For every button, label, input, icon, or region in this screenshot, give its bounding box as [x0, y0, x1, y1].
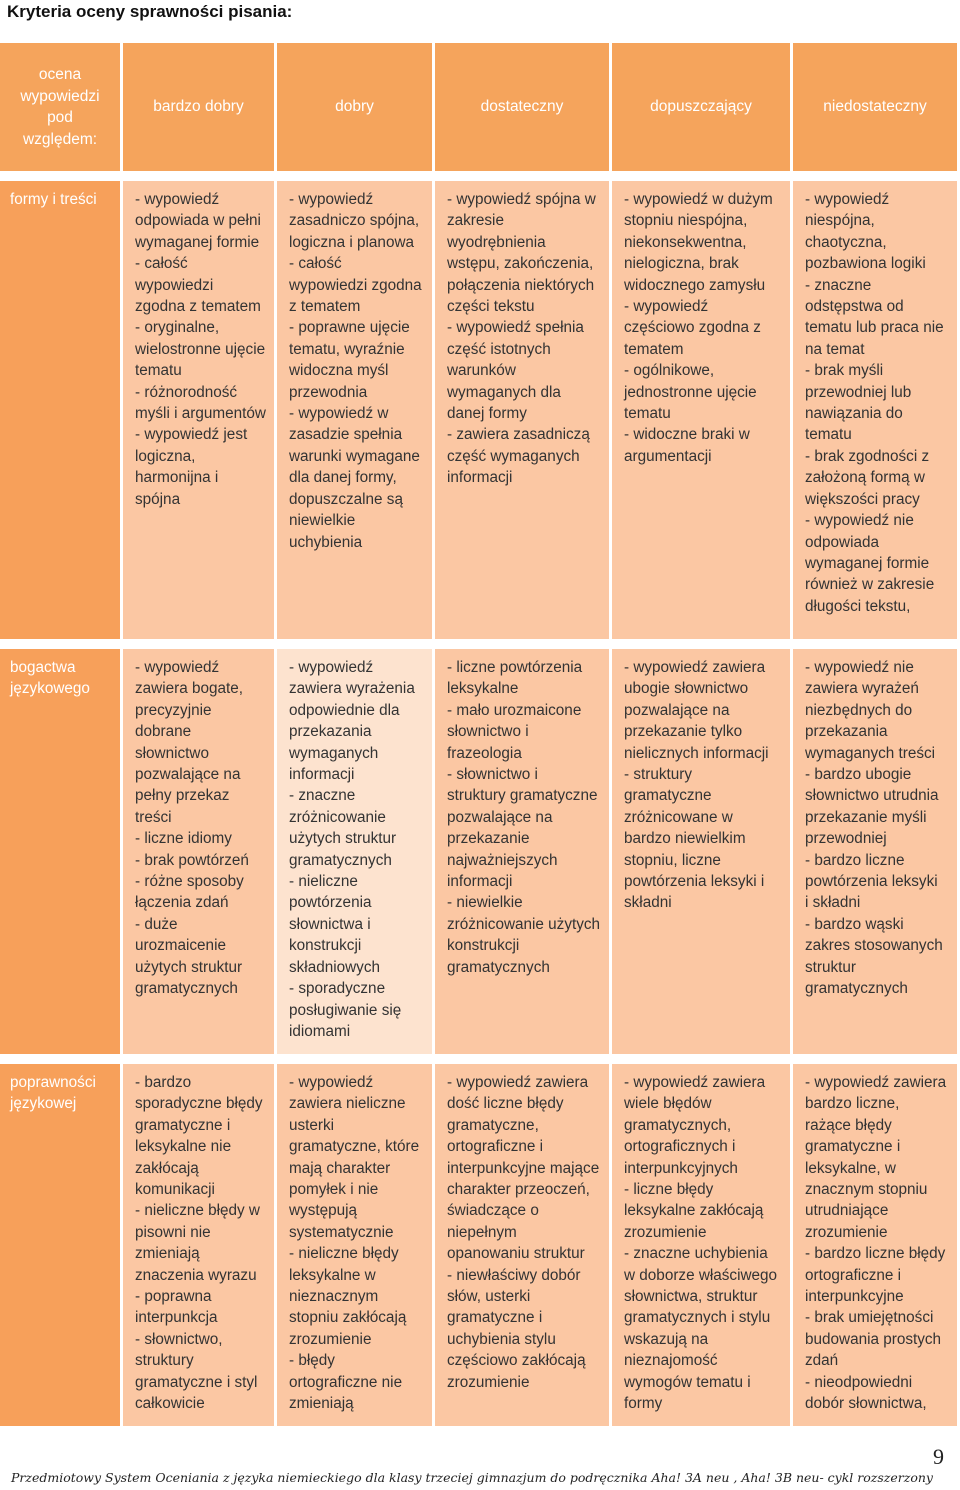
- cell-line: gramatyczne: [624, 787, 712, 805]
- cell-line: niezbędnych do: [805, 701, 913, 719]
- cell-line: pełny przekaz: [135, 787, 230, 805]
- cell-line: nielicznych informacji: [624, 744, 769, 762]
- cell-line: jednostronne ujęcie: [624, 383, 757, 401]
- cell-line: uchybienia stylu: [447, 1330, 556, 1348]
- cell-line: słownictwo i: [447, 723, 529, 741]
- cell-line: konstrukcji: [447, 937, 520, 955]
- cell-line: - wypowiedź spójna w: [447, 191, 596, 208]
- cell-line: w doborze właściwego: [624, 1266, 778, 1284]
- cell-line: gramatyczne i: [135, 1116, 231, 1134]
- cell-line: przewodnia: [289, 383, 368, 401]
- cell-line: chaotyczna,: [805, 233, 887, 251]
- cell-line: konstrukcji: [289, 937, 362, 955]
- cell-line: - wypowiedź zawiera: [624, 659, 766, 676]
- table-cell: [123, 181, 277, 639]
- cell-line: całkowicie: [135, 1395, 205, 1413]
- page-title: Kryteria oceny sprawności pisania:: [7, 2, 293, 21]
- table-row: [0, 1064, 960, 1426]
- cell-line: wskazują na: [624, 1330, 709, 1348]
- cell-line: gramatyczne i: [805, 1138, 901, 1156]
- cell-line: wypowiedzi: [135, 276, 214, 294]
- cell-line: - różne sposoby: [135, 873, 244, 891]
- cell-line: - wypowiedź w dużym: [624, 191, 773, 208]
- cell-line: tematu: [135, 362, 182, 380]
- page-number: 9: [933, 1444, 944, 1469]
- cell-line: przekazanie: [447, 830, 530, 848]
- cell-line: ubogie słownictwo: [624, 680, 749, 698]
- criterion-cell: [0, 1064, 123, 1426]
- cell-line: struktury gramatyczne: [447, 787, 598, 805]
- cell-line: językowego: [10, 680, 90, 698]
- cell-line: komunikacji: [135, 1181, 215, 1199]
- cell-line: warunków: [447, 362, 516, 380]
- table-cell: [277, 181, 435, 639]
- cell-line: łączenia zdań: [135, 894, 229, 912]
- table-header-row: [0, 43, 960, 171]
- cell-line: zróżnicowanie użytych: [447, 915, 601, 933]
- cell-line: zawiera bogate,: [135, 680, 243, 698]
- cell-line: tematu, wyraźnie: [289, 340, 405, 358]
- cell-line: bardzo niewielkim: [624, 830, 746, 848]
- cell-line: - niewłaściwy dobór: [447, 1266, 581, 1284]
- cell-line: zakresie: [447, 212, 504, 230]
- cell-line: - wypowiedź zawiera: [805, 1074, 947, 1091]
- cell-line: - całość: [289, 255, 342, 273]
- cell-line: usterki: [289, 1116, 335, 1134]
- cell-line: użytych struktur: [289, 830, 397, 848]
- table-cell: [612, 649, 793, 1054]
- cell-line: powtórzenia leksyki i: [624, 873, 765, 891]
- cell-line: interpunkcyjnych: [624, 1159, 738, 1177]
- cell-line: precyzyjnie: [135, 701, 212, 719]
- cell-line: przekazanie myśli: [805, 808, 927, 826]
- cell-line: - wypowiedź: [805, 191, 890, 208]
- cell-line: - niewielkie: [447, 894, 523, 912]
- cell-line: widocznego zamysłu: [624, 276, 766, 294]
- cell-line: słownictwo: [135, 744, 209, 762]
- cell-line: harmonijna i: [135, 469, 219, 487]
- cell-line: stopniu niespójna,: [624, 212, 748, 230]
- cell-line: niewielkie: [289, 512, 356, 530]
- cell-line: - brak zgodności z: [805, 447, 930, 465]
- table-cell: [435, 1064, 612, 1426]
- cell-line: ortograficzne i: [447, 1138, 544, 1156]
- cell-line: informacji: [447, 469, 513, 487]
- cell-line: powtórzenia leksyki: [805, 873, 938, 891]
- cell-line: idiomami: [289, 1022, 351, 1040]
- cell-line: stopniu, liczne: [624, 851, 721, 869]
- cell-line: pozwalające na: [135, 766, 241, 784]
- cell-line: pomyłek i nie: [289, 1181, 379, 1199]
- cell-line: - brak myśli: [805, 362, 884, 380]
- cell-line: spójna: [135, 490, 181, 508]
- cell-line: - znaczne uchybienia: [624, 1245, 768, 1263]
- cell-line: - różnorodność: [135, 383, 238, 401]
- cell-line: - mało urozmaicone: [447, 701, 582, 719]
- cell-line: gramatycznych: [805, 980, 908, 998]
- cell-line: formy i treści: [10, 191, 97, 208]
- cell-line: wymaganych: [289, 744, 379, 762]
- cell-line: zasadniczo spójna,: [289, 212, 420, 230]
- cell-line: - duże: [135, 915, 178, 933]
- cell-line: językowej: [10, 1095, 77, 1113]
- cell-line: zróżnicowanie: [289, 808, 386, 826]
- cell-line: zawiera wyrażenia: [289, 680, 415, 698]
- cell-line: bogactwa: [10, 659, 76, 676]
- cell-line: - znaczne: [805, 276, 872, 294]
- cell-line: - wypowiedź zawiera: [447, 1074, 589, 1091]
- cell-line: - oryginalne,: [135, 319, 220, 337]
- cell-line: powtórzenia: [289, 894, 372, 912]
- cell-line: - wypowiedź: [289, 191, 374, 208]
- cell-line: treści: [135, 808, 172, 826]
- table-cell: [612, 181, 793, 639]
- cell-line: posługiwanie się: [289, 1001, 402, 1019]
- cell-line: - nieliczne błędy w: [135, 1202, 260, 1220]
- cell-line: - słownictwo i: [447, 766, 538, 784]
- cell-line: wymaganych treści: [805, 744, 936, 762]
- cell-line: zróżnicowane w: [624, 808, 733, 826]
- cell-line: występują: [289, 1202, 358, 1220]
- table-cell: [277, 649, 435, 1054]
- cell-line: - błędy: [289, 1352, 335, 1370]
- cell-line: - wypowiedź nie: [805, 659, 914, 676]
- cell-line: - wypowiedź: [624, 298, 709, 316]
- cell-line: - wypowiedź w: [289, 405, 389, 423]
- cell-line: argumentacji: [624, 447, 712, 465]
- cell-line: odpowiednie dla: [289, 701, 400, 719]
- cell-line: bardzo liczne,: [805, 1095, 900, 1113]
- cell-line: przewodniej lub: [805, 383, 912, 401]
- cell-line: budowania prostych: [805, 1330, 942, 1348]
- cell-line: dla danej formy,: [289, 469, 397, 487]
- cell-line: gramatyczne i styl: [135, 1373, 258, 1391]
- cell-line: - bardzo ubogie: [805, 766, 912, 784]
- cell-line: odstępstwa od: [805, 298, 904, 316]
- cell-line: leksykalne w: [289, 1266, 376, 1284]
- cell-line: - słownictwo,: [135, 1330, 223, 1348]
- header-grade-bardzo-dobry: bardzo dobry: [123, 43, 277, 171]
- cell-line: słownictwo utrudnia: [805, 787, 939, 805]
- cell-line: - brak powtórzeń: [135, 851, 249, 869]
- cell-line: - bardzo liczne błędy: [805, 1245, 946, 1263]
- cell-line: wymaganych dla: [447, 383, 561, 401]
- cell-line: pozbawiona logiki: [805, 255, 926, 273]
- cell-line: struktury: [135, 1352, 194, 1370]
- cell-line: część wymaganych: [447, 447, 580, 465]
- cell-line: leksykalne: [447, 680, 519, 698]
- cell-line: - nieodpowiedni: [805, 1373, 913, 1391]
- cell-line: zakłócają: [135, 1159, 199, 1177]
- cell-line: zdań: [805, 1352, 839, 1370]
- cell-line: - poprawna: [135, 1288, 212, 1306]
- header-grade-niedostateczny: niedostateczny: [793, 43, 960, 171]
- cell-line: urozmaicenie: [135, 937, 226, 955]
- cell-line: również w zakresie: [805, 576, 935, 594]
- cell-line: i składni: [805, 894, 861, 912]
- cell-line: sporadyczne błędy: [135, 1095, 263, 1113]
- cell-line: pozwalające na: [624, 701, 730, 719]
- table-cell: [123, 649, 277, 1054]
- cell-line: użytych struktur: [135, 958, 243, 976]
- cell-line: zrozumienie: [805, 1223, 888, 1241]
- cell-line: odpowiada w pełni: [135, 212, 261, 230]
- cell-line: - znaczne: [289, 787, 356, 805]
- cell-line: poprawności: [10, 1074, 96, 1091]
- cell-line: interpunkcja: [135, 1309, 218, 1327]
- cell-line: leksykalne, w: [805, 1159, 896, 1177]
- cell-line: interpunkcyjne mające: [447, 1159, 600, 1177]
- cell-line: dobrane: [135, 723, 192, 741]
- table-cell: [793, 649, 960, 1054]
- cell-line: - poprawne ujęcie: [289, 319, 410, 337]
- cell-line: zmieniają: [289, 1395, 354, 1413]
- cell-line: frazeologia: [447, 744, 522, 762]
- criterion-cell: [0, 181, 123, 639]
- cell-line: długości tekstu,: [805, 597, 911, 615]
- cell-line: - bardzo: [135, 1074, 192, 1091]
- cell-line: dość liczne błędy: [447, 1095, 564, 1113]
- cell-line: warunki wymagane: [289, 447, 420, 465]
- cell-line: tematem: [624, 340, 684, 358]
- cell-line: zrozumienie: [624, 1223, 707, 1241]
- cell-line: zgodna z tematem: [135, 298, 261, 316]
- table-cell: [435, 181, 612, 639]
- cell-line: charakter przeoczeń,: [447, 1181, 590, 1199]
- cell-line: połączenia niektórych: [447, 276, 595, 294]
- cell-line: wielostronne ujęcie: [135, 340, 266, 358]
- cell-line: przewodniej: [805, 830, 887, 848]
- cell-line: gramatycznych: [135, 980, 238, 998]
- cell-line: - liczne powtórzenia: [447, 659, 583, 676]
- cell-line: pozwalające na: [447, 808, 553, 826]
- cell-line: - wypowiedź spełnia: [447, 319, 584, 337]
- cell-line: rażące błędy: [805, 1116, 892, 1134]
- cell-line: zrozumienie: [447, 1373, 530, 1391]
- cell-line: znaczenia wyrazu: [135, 1266, 257, 1284]
- cell-line: niepełnym: [447, 1223, 517, 1241]
- cell-line: gramatycznych: [447, 958, 550, 976]
- cell-line: wyodrębnienia: [447, 233, 546, 251]
- cell-line: - wypowiedź: [289, 659, 374, 676]
- cell-line: tematu: [805, 426, 852, 444]
- cell-line: wymaganej formie: [135, 233, 260, 251]
- cell-line: niekonsekwentna,: [624, 233, 747, 251]
- cell-line: danej formy: [447, 405, 527, 423]
- cell-line: informacji: [289, 766, 355, 784]
- cell-line: części tekstu: [447, 298, 535, 316]
- cell-line: opanowaniu struktur: [447, 1245, 585, 1263]
- header-grade-dobry: dobry: [277, 43, 435, 171]
- cell-line: systematycznie: [289, 1223, 394, 1241]
- cell-line: - wypowiedź nie: [805, 512, 914, 530]
- table-cell: [435, 649, 612, 1054]
- cell-line: - liczne błędy: [624, 1181, 714, 1199]
- table-row: [0, 649, 960, 1054]
- table-cell: [793, 181, 960, 639]
- table-cell: [793, 1064, 960, 1426]
- cell-line: - nieliczne błędy: [289, 1245, 399, 1263]
- cell-line: gramatycznych,: [624, 1116, 732, 1134]
- table-cell: [277, 1064, 435, 1426]
- cell-line: przekazania: [289, 723, 372, 741]
- cell-line: zawiera nieliczne: [289, 1095, 406, 1113]
- cell-line: gramatyczne, które: [289, 1138, 420, 1156]
- cell-line: słownictwa, struktur: [624, 1288, 758, 1306]
- cell-line: tematu lub praca nie: [805, 319, 944, 337]
- criterion-cell: [0, 649, 123, 1054]
- cell-line: - wypowiedź zawiera: [624, 1074, 766, 1091]
- cell-line: część istotnych: [447, 340, 551, 358]
- cell-line: świadczące o: [447, 1202, 539, 1220]
- cell-line: - liczne idiomy: [135, 830, 232, 848]
- header-grade-dopuszczajacy: dopuszczający: [612, 43, 793, 171]
- table-cell: [612, 1064, 793, 1426]
- cell-line: formy: [624, 1395, 663, 1413]
- cell-line: dopuszczalne są: [289, 490, 403, 508]
- table-cell: [123, 1064, 277, 1426]
- cell-line: zmieniają: [135, 1245, 200, 1263]
- cell-line: - nieliczne: [289, 873, 358, 891]
- cell-line: z tematem: [289, 298, 361, 316]
- cell-line: struktur: [805, 958, 856, 976]
- cell-line: wstępu, zakończenia,: [447, 255, 594, 273]
- cell-line: tematu: [624, 405, 671, 423]
- cell-line: ortograficzne i: [805, 1266, 902, 1284]
- cell-line: częściowo zgodna z: [624, 319, 761, 337]
- cell-line: mają charakter: [289, 1159, 391, 1177]
- cell-line: ortograficznych i: [624, 1138, 736, 1156]
- footer-text: Przedmiotowy System Oceniania z języka niemieckiego dla klasy trzeciej gimnazjum do podręcznika Aha! 3A neu , Aha! 3B neu- cykl rozszerzony: [11, 1470, 933, 1485]
- cell-line: uchybienia: [289, 533, 363, 551]
- cell-line: niespójna,: [805, 212, 875, 230]
- cell-line: słów, usterki: [447, 1288, 531, 1306]
- cell-line: gramatycznych i stylu: [624, 1309, 771, 1327]
- cell-line: ortograficzne nie: [289, 1373, 403, 1391]
- criteria-table: [0, 43, 960, 1426]
- cell-line: - brak umiejętności: [805, 1309, 934, 1327]
- cell-line: częściowo zakłócają: [447, 1352, 586, 1370]
- cell-line: - ogólnikowe,: [624, 362, 715, 380]
- cell-line: wymaganej formie: [805, 554, 930, 572]
- cell-line: dobór słownictwa,: [805, 1395, 927, 1413]
- cell-line: myśli i argumentów: [135, 405, 266, 423]
- cell-line: - całość: [135, 255, 188, 273]
- cell-line: gramatycznych: [289, 851, 392, 869]
- header-criterion: ocena wypowiedzi pod względem:: [0, 43, 123, 171]
- cell-line: widoczna myśl: [289, 362, 389, 380]
- cell-line: odpowiada: [805, 533, 879, 551]
- cell-line: zawiera wyrażeń: [805, 680, 919, 698]
- header-grade-dostateczny: dostateczny: [435, 43, 612, 171]
- cell-line: - struktury: [624, 766, 692, 784]
- cell-line: logiczna,: [135, 447, 196, 465]
- cell-line: na temat: [805, 340, 865, 358]
- cell-line: wiele błędów: [624, 1095, 712, 1113]
- cell-line: gramatyczne i: [447, 1309, 543, 1327]
- cell-line: przekazania: [805, 723, 888, 741]
- cell-line: większości pracy: [805, 490, 920, 508]
- cell-line: informacji: [447, 873, 513, 891]
- cell-line: wymogów tematu i: [624, 1373, 751, 1391]
- cell-line: - bardzo wąski: [805, 915, 904, 933]
- cell-line: zrozumienie: [289, 1330, 372, 1348]
- cell-line: interpunkcyjne: [805, 1288, 904, 1306]
- cell-line: nieznajomość: [624, 1352, 718, 1370]
- cell-line: - wypowiedź: [135, 191, 220, 208]
- cell-line: logiczna i planowa: [289, 233, 415, 251]
- cell-line: utrudniające: [805, 1202, 889, 1220]
- cell-line: - zawiera zasadniczą: [447, 426, 590, 444]
- cell-line: - widoczne braki w: [624, 426, 750, 444]
- cell-line: stopniu zakłócają: [289, 1309, 407, 1327]
- cell-line: najważniejszych: [447, 851, 558, 869]
- cell-line: znacznym stopniu: [805, 1181, 928, 1199]
- cell-line: - sporadyczne: [289, 980, 386, 998]
- cell-line: zasadzie spełnia: [289, 426, 403, 444]
- cell-line: leksykalne zakłócają: [624, 1202, 764, 1220]
- cell-line: zakres stosowanych: [805, 937, 943, 955]
- cell-line: składni: [624, 894, 672, 912]
- cell-line: składniowych: [289, 958, 380, 976]
- table-row: [0, 181, 960, 639]
- cell-line: słownictwa i: [289, 915, 371, 933]
- cell-line: - wypowiedź: [135, 659, 220, 676]
- cell-line: - bardzo liczne: [805, 851, 905, 869]
- cell-line: pisowni nie: [135, 1223, 211, 1241]
- cell-line: nieznacznym: [289, 1288, 379, 1306]
- cell-line: wypowiedzi zgodna: [289, 276, 422, 294]
- cell-line: założoną formą w: [805, 469, 925, 487]
- cell-line: nawiązania do: [805, 405, 903, 423]
- cell-line: przekazanie tylko: [624, 723, 743, 741]
- cell-line: nielogiczna, brak: [624, 255, 739, 273]
- cell-line: gramatyczne,: [447, 1116, 539, 1134]
- cell-line: - wypowiedź jest: [135, 426, 248, 444]
- cell-line: - wypowiedź: [289, 1074, 374, 1091]
- cell-line: leksykalne nie: [135, 1138, 232, 1156]
